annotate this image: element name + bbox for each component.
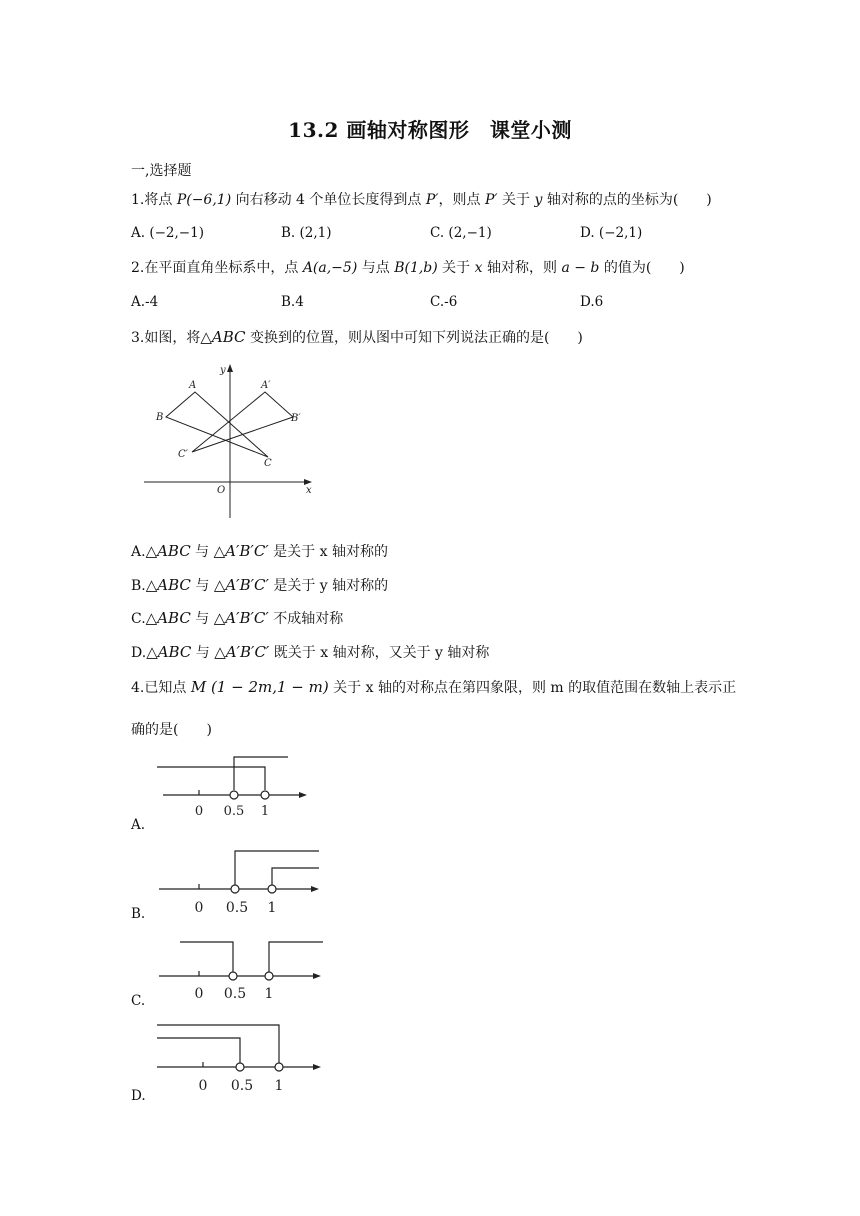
open-circle-0.5: [236, 1063, 244, 1071]
tick-label-0: 0: [194, 986, 204, 1002]
tick-label-0: 0: [198, 1078, 208, 1094]
label-c: C: [264, 458, 272, 469]
question-4-text-line2: 确的是( ): [131, 722, 212, 738]
arrow-icon: [313, 1064, 321, 1070]
tick-label-1: 1: [267, 900, 277, 916]
tick-label-0.5: 0.5: [223, 986, 247, 1002]
open-circle-1: [261, 791, 269, 799]
question-3-text: 3.如图，将△ABC 变换到的位置，则从图中可知下列说法正确的是( ): [131, 328, 583, 346]
tick-label-0.5: 0.5: [230, 1078, 254, 1094]
question-1-option-b[interactable]: B. (2,1): [281, 225, 332, 241]
tick-label-1: 1: [274, 1078, 284, 1094]
y-axis-arrow-icon: [227, 364, 233, 372]
tick-label-0.5: 0.5: [223, 804, 245, 819]
label-a: A: [189, 380, 197, 391]
arrow-icon: [313, 973, 321, 979]
question-4-text: 4.已知点 M (1 − 2m,1 − m) 关于 x 轴的对称点在第四象限，则 m 的取值范围在数轴上表示正: [131, 678, 737, 696]
label-b: B: [156, 412, 164, 423]
number-line-option-a: [155, 750, 320, 820]
question-1-option-a[interactable]: A. (−2,−1): [131, 225, 204, 241]
open-circle-0.5: [229, 972, 237, 980]
question-2-option-c[interactable]: C.-6: [430, 294, 458, 310]
tick-label-1: 1: [260, 804, 270, 819]
number-line-option-b: [155, 845, 330, 917]
tick-label-0: 0: [194, 900, 204, 916]
question-2-option-d[interactable]: D.6: [580, 294, 604, 310]
tick-label-0: 0: [194, 804, 204, 819]
question-3-option-c[interactable]: C.△ABC 与 △A′B′C′ 不成轴对称: [131, 609, 344, 627]
label-y: y: [220, 365, 226, 376]
tick-label-1: 1: [264, 986, 274, 1002]
question-3-option-a[interactable]: A.△ABC 与 △A′B′C′ 是关于 x 轴对称的: [131, 542, 388, 560]
label-a-prime: A′: [261, 380, 271, 391]
triangle-reflection-figure: [140, 360, 320, 520]
page-title: 13.2 画轴对称图形 课堂小测: [288, 118, 572, 142]
label-c-prime: C′: [178, 449, 188, 460]
label-b-prime: B′: [291, 413, 301, 424]
question-2-text: 2.在平面直角坐标系中，点 A(a,−5) 与点 B(1,b) 关于 x 轴对称，则 a − b 的值为( ): [131, 260, 685, 276]
question-1-option-c[interactable]: C. (2,−1): [430, 225, 492, 241]
label-x: x: [306, 485, 312, 496]
triangle-a-prime-b-prime-c-prime: [192, 392, 293, 452]
number-line-option-d: [155, 1020, 330, 1095]
section-heading: 一,选择题: [131, 163, 192, 179]
open-circle-1: [265, 972, 273, 980]
open-circle-0.5: [231, 885, 239, 893]
question-4-option-d[interactable]: D.: [131, 1088, 146, 1104]
tick-label-0.5: 0.5: [225, 900, 249, 916]
open-circle-0.5: [230, 791, 238, 799]
question-3-option-b[interactable]: B.△ABC 与 △A′B′C′ 是关于 y 轴对称的: [131, 576, 389, 594]
open-circle-1: [275, 1063, 283, 1071]
number-line-option-c: [155, 935, 330, 1007]
label-origin: O: [217, 485, 226, 496]
question-4-option-b[interactable]: B.: [131, 906, 146, 922]
question-4-option-a[interactable]: A.: [131, 817, 146, 833]
arrow-icon: [311, 886, 319, 892]
question-1-option-d[interactable]: D. (−2,1): [580, 225, 643, 241]
question-3-option-d[interactable]: D.△ABC 与 △A′B′C′ 既关于 x 轴对称，又关于 y 轴对称: [131, 643, 490, 661]
open-circle-1: [268, 885, 276, 893]
question-2-option-b[interactable]: B.4: [281, 294, 304, 310]
question-2-option-a[interactable]: A.-4: [131, 294, 159, 310]
question-4-option-c[interactable]: C.: [131, 993, 146, 1009]
question-1-text: 1.将点 P(−6,1) 向右移动 4 个单位长度得到点 P′，则点 P′ 关于 y 轴对称的点的坐标为( ): [131, 192, 712, 208]
arrow-icon: [299, 792, 307, 798]
